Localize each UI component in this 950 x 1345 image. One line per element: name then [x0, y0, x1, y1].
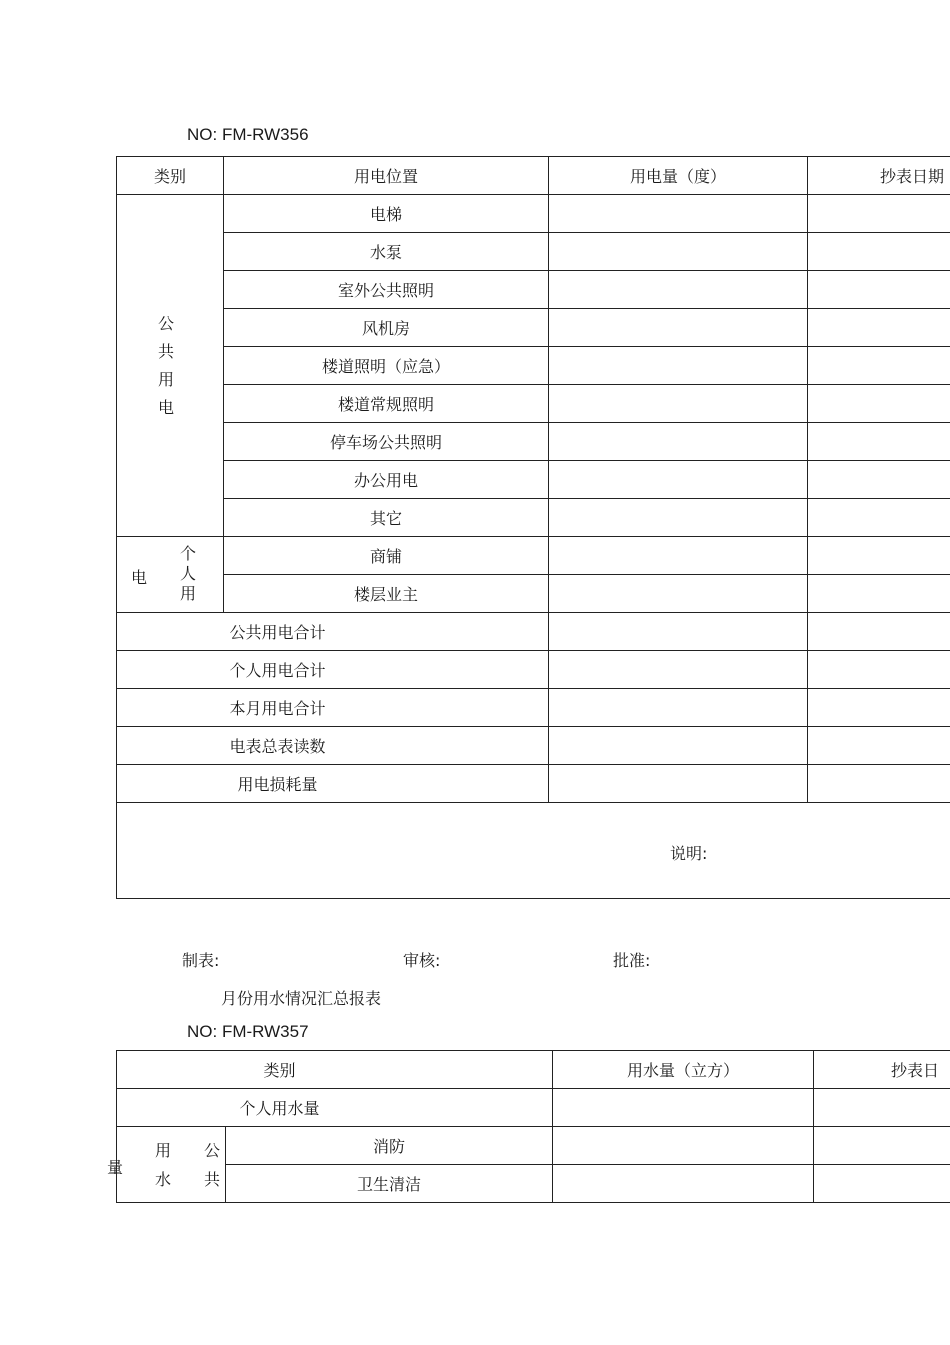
table-row [117, 309, 950, 347]
usage-cell[interactable] [549, 271, 808, 309]
personal-electricity-group: 电 个 人 用 [117, 537, 224, 613]
remark-label: 说明: [670, 844, 708, 863]
date-cell[interactable] [814, 1165, 950, 1203]
location-cell: 楼层业主 [224, 575, 549, 613]
total-label: 电表总表读数 [117, 727, 549, 765]
usage-cell[interactable] [549, 423, 808, 461]
total-row [117, 765, 950, 803]
date-cell[interactable] [808, 537, 950, 575]
table-row [117, 499, 950, 537]
usage-cell[interactable] [549, 651, 808, 689]
table-row [117, 537, 950, 575]
form-number: NO: FM-RW357 [187, 1022, 309, 1041]
header-category: 类别 [117, 157, 224, 195]
usage-cell[interactable] [549, 385, 808, 423]
header-date: 抄表日 [814, 1051, 950, 1089]
usage-cell[interactable] [553, 1089, 814, 1127]
table-row [117, 271, 950, 309]
remark-row [117, 803, 950, 899]
total-label: 本月用电合计 [117, 689, 549, 727]
date-cell[interactable] [808, 347, 950, 385]
water-table [107, 1050, 950, 1203]
usage-cell[interactable] [549, 765, 808, 803]
usage-cell[interactable] [549, 195, 808, 233]
location-cell: 楼道常规照明 [224, 385, 549, 423]
total-row [117, 689, 950, 727]
table-row [117, 347, 950, 385]
location-cell: 消防 [226, 1127, 553, 1165]
total-row [117, 651, 950, 689]
location-cell: 楼道照明（应急） [224, 347, 549, 385]
date-cell[interactable] [808, 195, 950, 233]
table-header-row [117, 157, 950, 195]
approved-by-label: 批准: [613, 951, 651, 970]
page-title: 月份用水情况汇总报表 [221, 989, 382, 1008]
table-row [117, 461, 950, 499]
date-cell[interactable] [808, 613, 950, 651]
public-water-group: 量 用 水 公 共 [117, 1127, 226, 1203]
location-cell: 电梯 [224, 195, 549, 233]
date-cell[interactable] [808, 271, 950, 309]
location-cell: 水泵 [224, 233, 549, 271]
table-row [117, 1089, 950, 1127]
header-location: 用电位置 [224, 157, 549, 195]
location-cell: 室外公共照明 [224, 271, 549, 309]
public-electricity-group: 公 共 用 电 [117, 195, 224, 537]
electricity-table [116, 156, 950, 899]
total-label: 公共用电合计 [117, 613, 549, 651]
table-header-row [117, 1051, 950, 1089]
table-row [117, 1165, 950, 1203]
usage-cell[interactable] [549, 727, 808, 765]
remark-cell[interactable] [117, 803, 950, 899]
table-row [117, 575, 950, 613]
location-cell: 停车场公共照明 [224, 423, 549, 461]
header-date: 抄表日期 [808, 157, 950, 195]
date-cell[interactable] [808, 499, 950, 537]
date-cell[interactable] [814, 1127, 950, 1165]
usage-cell[interactable] [553, 1165, 814, 1203]
table-row [117, 423, 950, 461]
usage-cell[interactable] [549, 537, 808, 575]
usage-cell[interactable] [549, 613, 808, 651]
date-cell[interactable] [808, 233, 950, 271]
form-number: NO: FM-RW356 [187, 125, 309, 144]
usage-cell[interactable] [553, 1127, 814, 1165]
location-cell: 办公用电 [224, 461, 549, 499]
total-label: 用电损耗量 [117, 765, 549, 803]
date-cell[interactable] [808, 765, 950, 803]
usage-cell[interactable] [549, 309, 808, 347]
header-usage: 用电量（度） [549, 157, 808, 195]
total-row [117, 727, 950, 765]
table-row [117, 233, 950, 271]
location-cell: 风机房 [224, 309, 549, 347]
total-label: 个人用电合计 [117, 651, 549, 689]
location-cell: 商铺 [224, 537, 549, 575]
personal-water-label: 个人用水量 [117, 1089, 553, 1127]
table-row [117, 195, 950, 233]
table-row [117, 385, 950, 423]
date-cell[interactable] [808, 651, 950, 689]
usage-cell[interactable] [549, 575, 808, 613]
location-cell: 其它 [224, 499, 549, 537]
date-cell[interactable] [808, 461, 950, 499]
reviewed-by-label: 审核: [403, 951, 441, 970]
header-usage: 用水量（立方） [553, 1051, 814, 1089]
date-cell[interactable] [808, 689, 950, 727]
total-row [117, 613, 950, 651]
header-category: 类别 [117, 1051, 553, 1089]
date-cell[interactable] [814, 1089, 950, 1127]
date-cell[interactable] [808, 309, 950, 347]
date-cell[interactable] [808, 575, 950, 613]
prepared-by-label: 制表: [182, 951, 220, 970]
usage-cell[interactable] [549, 347, 808, 385]
date-cell[interactable] [808, 727, 950, 765]
usage-cell[interactable] [549, 461, 808, 499]
usage-cell[interactable] [549, 233, 808, 271]
usage-cell[interactable] [549, 689, 808, 727]
usage-cell[interactable] [549, 499, 808, 537]
location-cell: 卫生清洁 [226, 1165, 553, 1203]
date-cell[interactable] [808, 385, 950, 423]
table-row [117, 1127, 950, 1165]
date-cell[interactable] [808, 423, 950, 461]
